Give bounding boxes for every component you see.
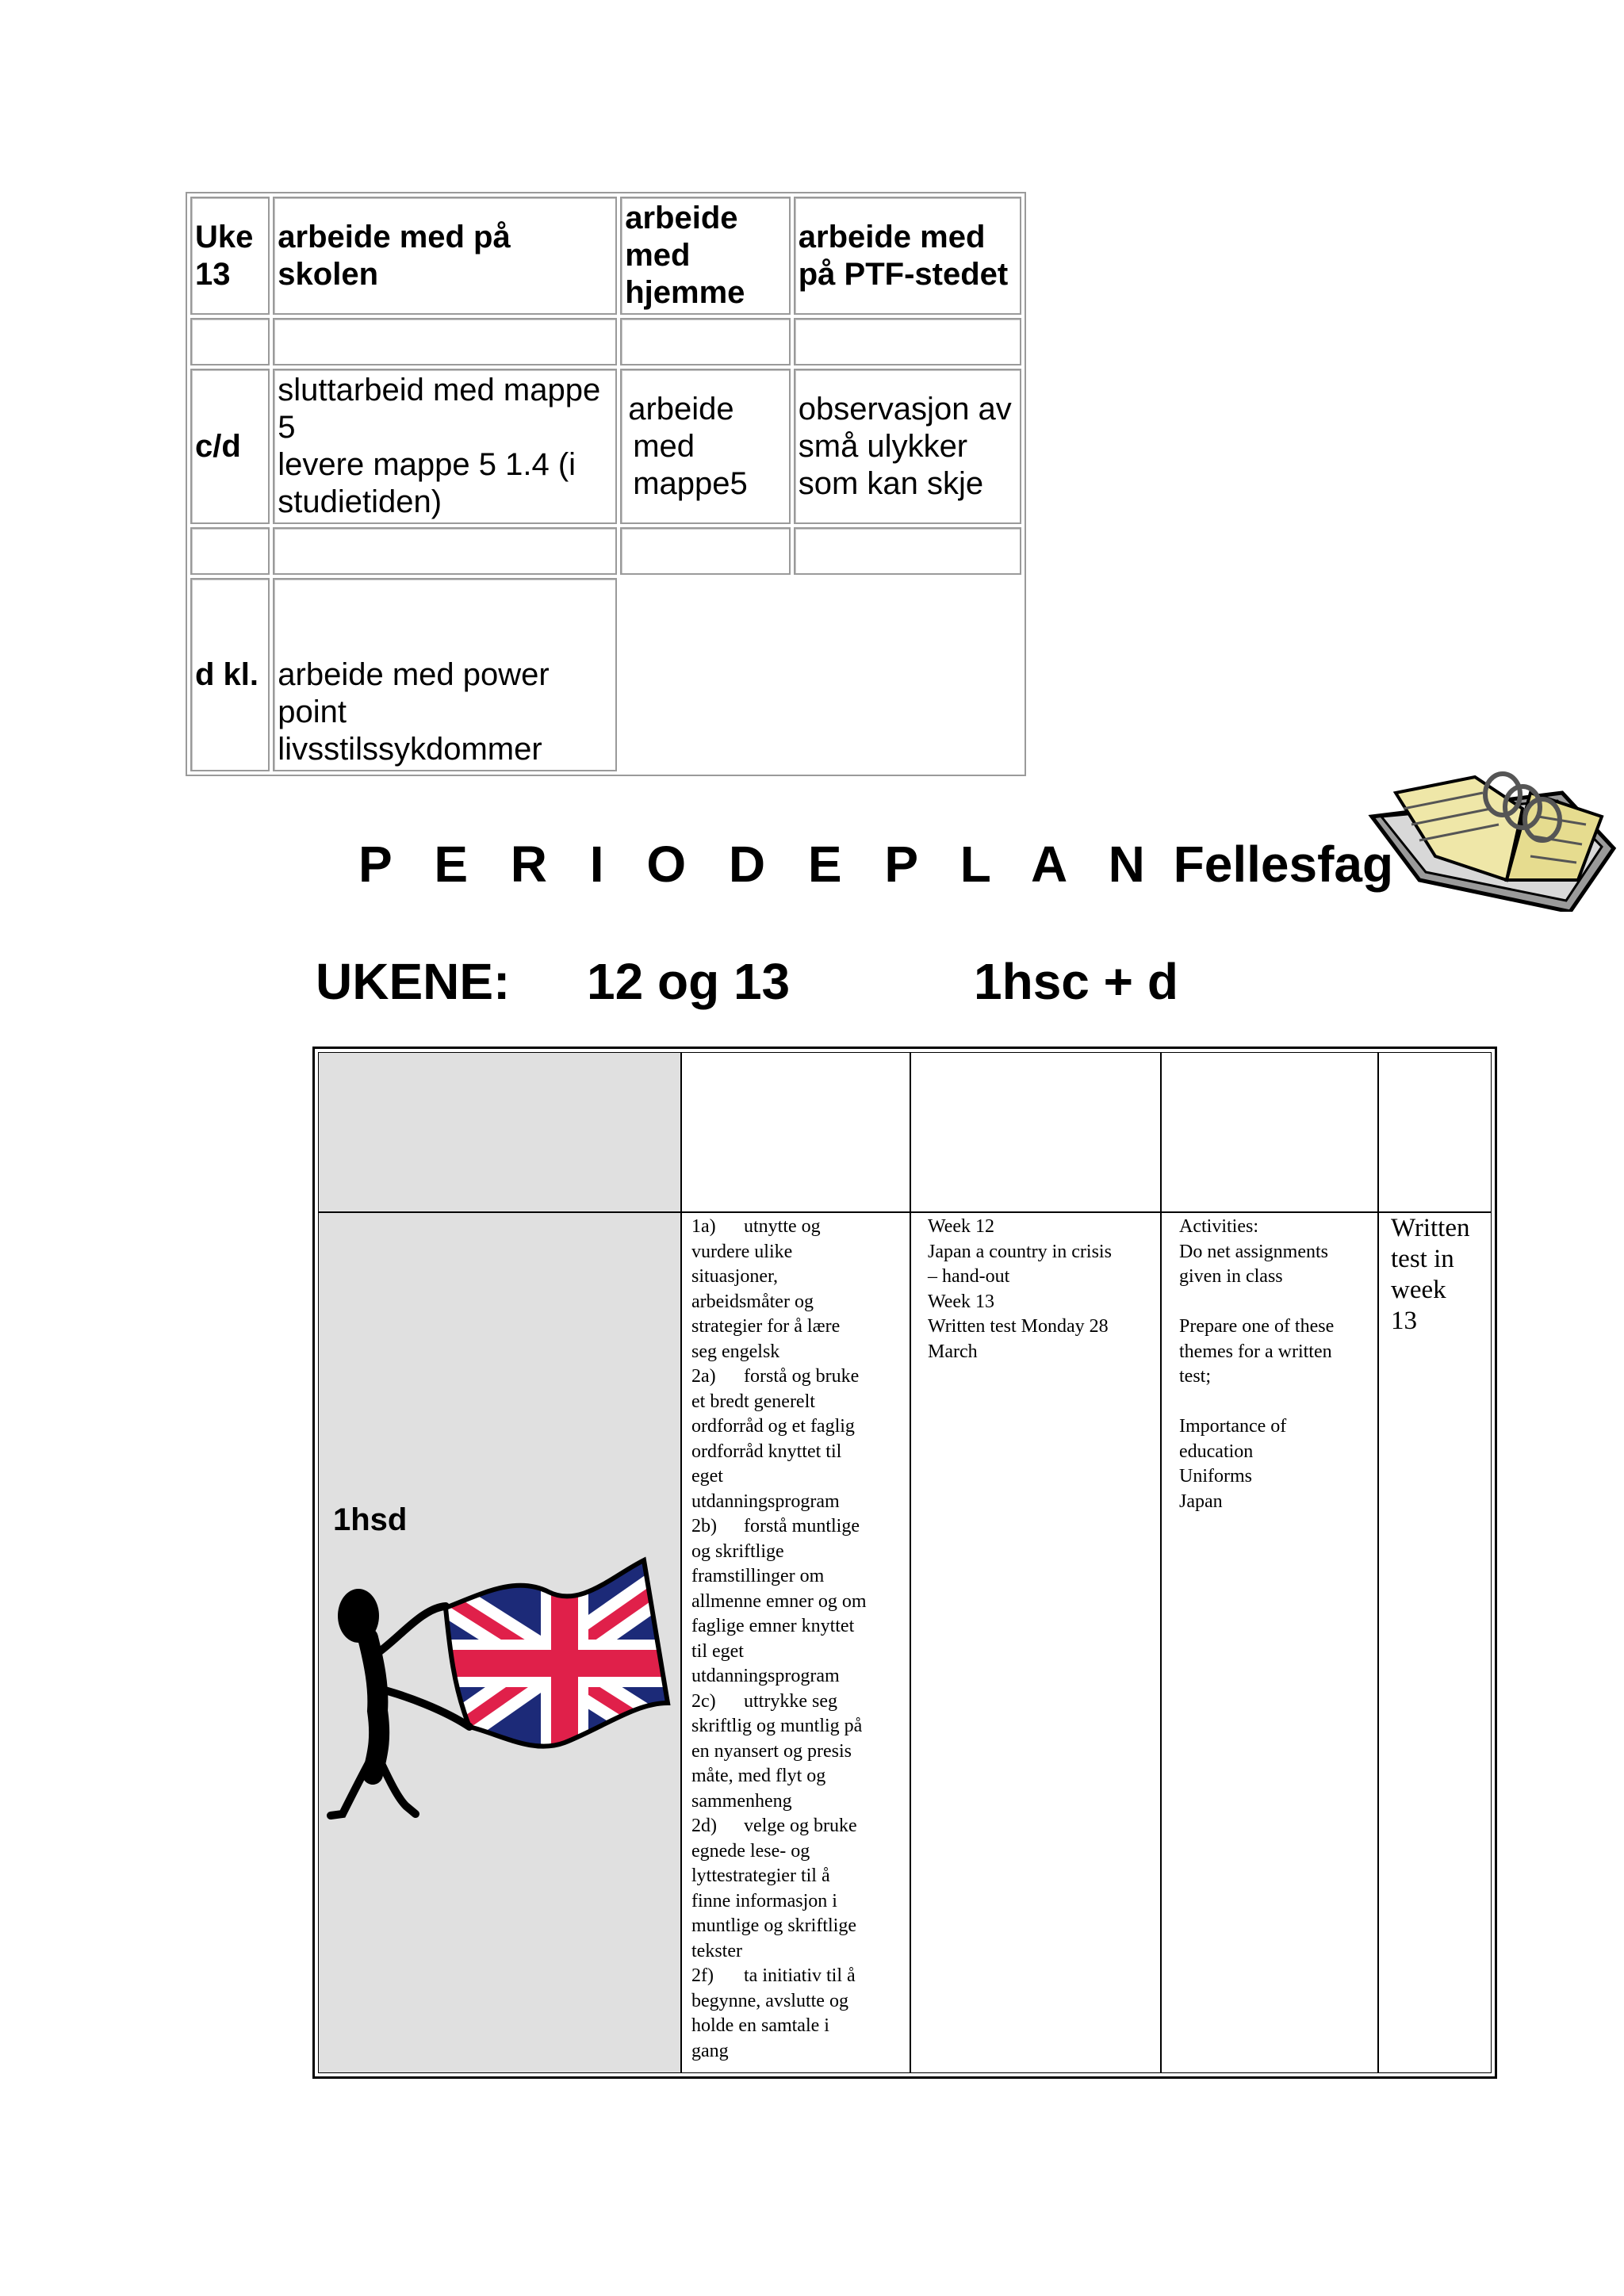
content-line: Week 12 — [928, 1216, 995, 1237]
activity-line: Prepare one of these — [1179, 1316, 1335, 1337]
empty-row — [190, 318, 1021, 365]
content-line: March — [928, 1341, 978, 1362]
notebook-clipart-icon — [1364, 761, 1618, 912]
goal-code: 2f) — [691, 1965, 714, 1986]
column-divider — [680, 1053, 682, 2072]
empty-cell — [794, 527, 1021, 575]
blank-cell — [620, 578, 791, 771]
empty-cell — [273, 318, 617, 365]
plan-table — [312, 1047, 1497, 2079]
goal-2a: 2a) forstå og bruke et bredt generelt ordforråd og et faglig ordforråd knyttet til eget utdanningsprogram — [691, 1366, 860, 1512]
goal-code: 2d) — [691, 1816, 717, 1836]
table-header-row — [190, 197, 1021, 315]
title-spaced: P E R I O D E P L A N — [358, 836, 1159, 893]
empty-row — [190, 527, 1021, 575]
title-subject: Fellesfag — [1173, 836, 1394, 893]
column-divider — [1160, 1053, 1162, 2072]
union-jack-flag-icon — [327, 1544, 676, 1846]
empty-cell — [794, 318, 1021, 365]
row-cd-home — [620, 369, 791, 524]
row-cd-school — [273, 369, 617, 524]
goal-2b: 2b) forstå muntlige og skriftlige framstillinger om allmenne emner og om faglige emner knyttet til eget utdanningsprogram — [691, 1516, 867, 1686]
content-cell — [928, 1215, 1158, 1364]
activity-line: Do net assignments — [1179, 1241, 1328, 1262]
spacer — [1179, 1290, 1376, 1315]
assessment-cell — [1391, 1213, 1491, 1337]
activity-line: Uniforms — [1179, 1466, 1252, 1487]
assessment-line: 13 — [1391, 1307, 1417, 1335]
classes-value: 1hsc + d — [974, 953, 1178, 1010]
table-row-d — [190, 578, 1021, 771]
school-line: sluttarbeid med mappe 5 — [278, 373, 601, 445]
column-divider — [910, 1053, 911, 2072]
assessment-line: test in — [1391, 1245, 1454, 1273]
row-label-cd: c/d — [190, 369, 270, 524]
header-school: arbeide med på skolen — [273, 197, 617, 315]
goals-cell — [691, 1215, 906, 2064]
school-line: levere mappe 5 1.4 (i studietiden) — [278, 447, 576, 519]
goal-2c: 2c) uttrykke seg skriftlig og muntlig på en nyansert og presis måte, med flyt og sammenheng — [691, 1690, 863, 1812]
activity-line: given in class — [1179, 1266, 1283, 1287]
class-label: 1hsd — [333, 1502, 408, 1537]
goal-1a: 1a) utnytte og vurdere ulike situasjoner, arbeidsmåter og strategier for å lære seg engelsk — [691, 1216, 841, 1362]
plan-table-inner — [318, 1052, 1492, 2073]
blank-cell — [794, 578, 1021, 771]
content-line: – hand-out — [928, 1266, 1010, 1287]
content-line: Written test Monday 28 — [928, 1316, 1109, 1337]
table-row-cd — [190, 369, 1021, 524]
assessment-line: week — [1391, 1276, 1446, 1304]
row-divider — [319, 1211, 1491, 1213]
empty-cell — [620, 318, 791, 365]
header-week: Uke 13 — [190, 197, 270, 315]
goal-code: 2c) — [691, 1690, 716, 1712]
goal-code: 2b) — [691, 1516, 717, 1536]
home-text: arbeide med mappe5 — [628, 391, 748, 501]
empty-cell — [273, 527, 617, 575]
activity-line: themes for a written — [1179, 1341, 1332, 1362]
activity-line: Activities: — [1179, 1216, 1258, 1237]
empty-cell — [190, 318, 270, 365]
weeks-label: UKENE: — [316, 953, 511, 1010]
row-label-d: d kl. — [190, 578, 270, 771]
activity-line: test; — [1179, 1366, 1211, 1387]
header-ptf: arbeide med på PTF-stedet — [794, 197, 1021, 315]
content-line: Week 13 — [928, 1291, 995, 1312]
activities-cell — [1179, 1215, 1376, 1514]
goal-2f: 2f) ta initiativ til å begynne, avslutte og holde en samtale i gang — [691, 1965, 856, 2061]
goal-2d: 2d) velge og bruke egnede lese- og lyttestrategier til å finne informasjon i muntlige og skriftlige tekster — [691, 1816, 857, 1961]
empty-cell — [620, 527, 791, 575]
content-line: Japan a country in crisis — [928, 1241, 1112, 1262]
header-home: arbeide med hjemme — [620, 197, 791, 315]
assessment-line: Written — [1391, 1214, 1470, 1242]
activity-line: Japan — [1179, 1490, 1223, 1512]
row-cd-ptf: observasjon av små ulykker som kan skje — [794, 369, 1021, 524]
activity-line: education — [1179, 1441, 1254, 1462]
goal-code: 2a) — [691, 1366, 716, 1387]
empty-cell — [190, 527, 270, 575]
goal-code: 1a) — [691, 1216, 716, 1237]
row-d-school: arbeide med power point livsstilssykdommer — [273, 578, 617, 771]
weeks-value: 12 og 13 — [587, 953, 791, 1010]
page-title — [358, 834, 1393, 894]
activity-line: Importance of — [1179, 1416, 1287, 1437]
column-divider — [1377, 1053, 1379, 2072]
spacer — [1179, 1390, 1376, 1415]
week-plan-table — [186, 192, 1026, 776]
